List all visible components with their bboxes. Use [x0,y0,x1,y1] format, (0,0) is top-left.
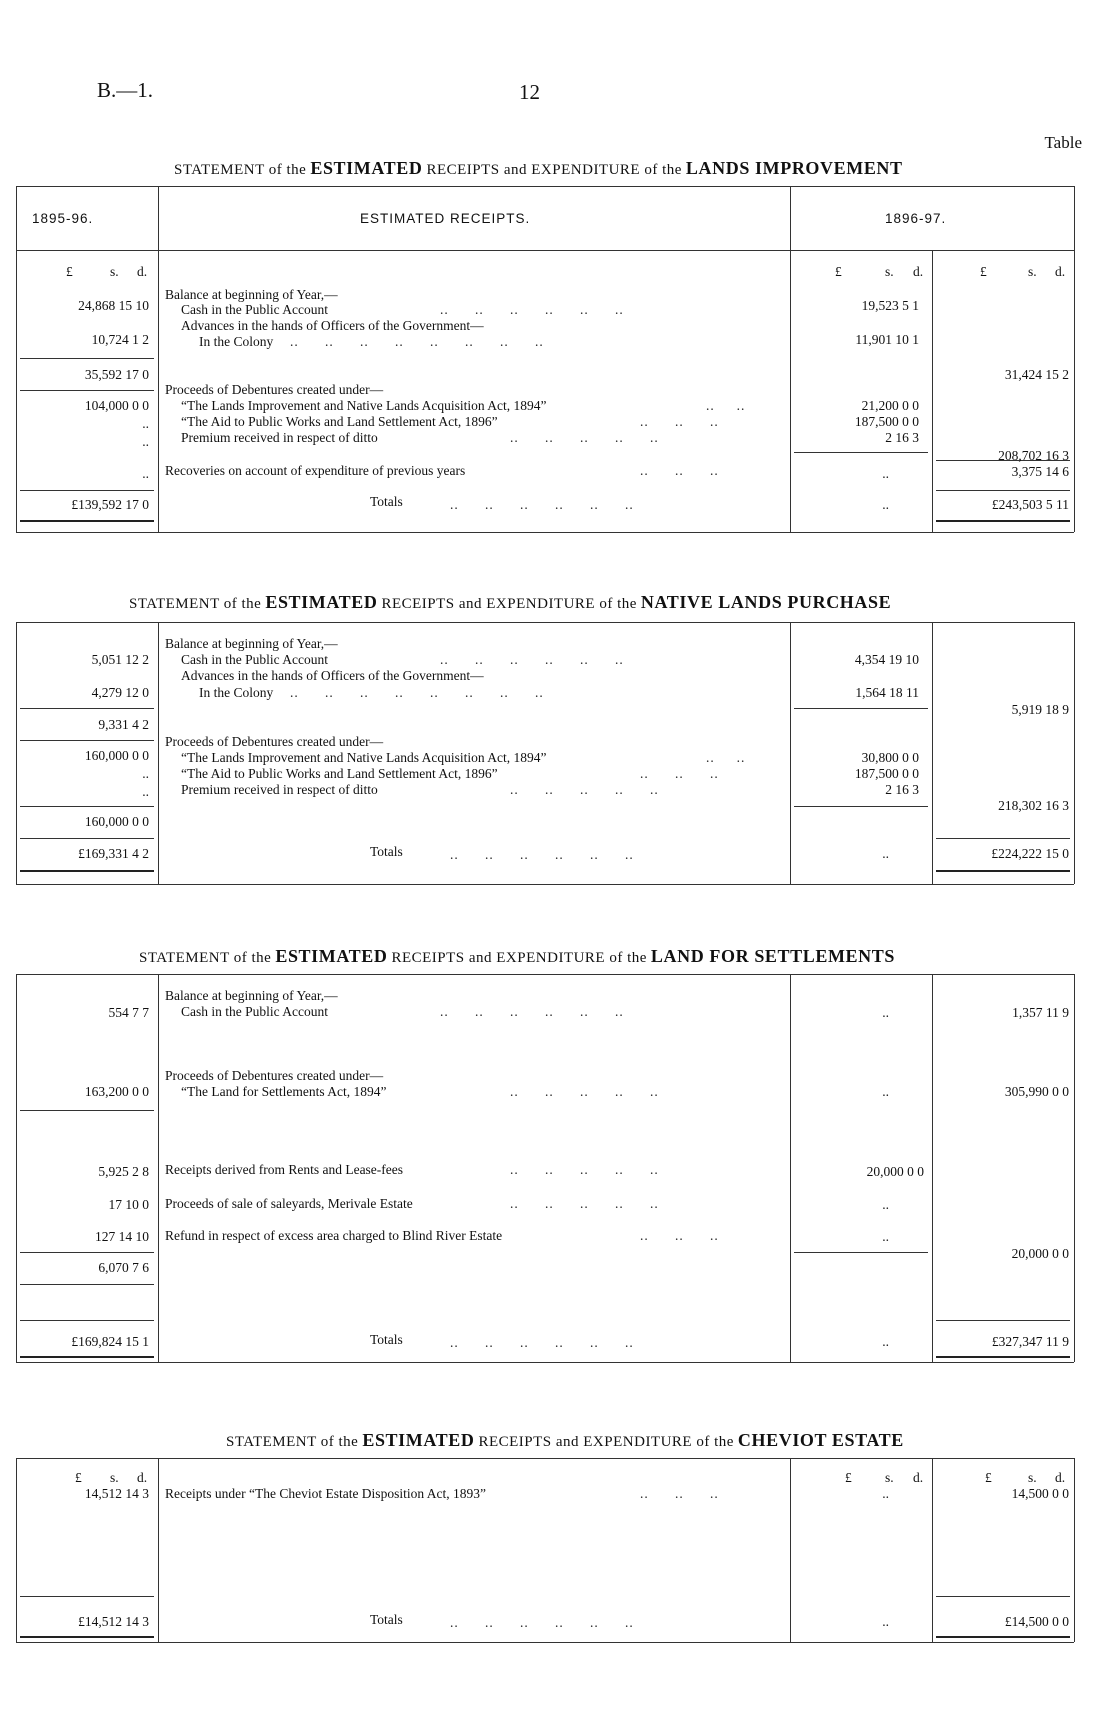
prev-value: .. [142,434,149,449]
prev-value: 127 14 10 [95,1229,149,1244]
leader-dots: .. .. .. .. .. .. [450,1335,634,1350]
col4-value: 1,357 11 9 [1012,1005,1069,1020]
shilling-header: s. [885,1470,894,1485]
pence-header: d. [913,1470,924,1485]
prev-value: 160,000 0 0 [84,814,149,829]
row-label: Proceeds of Debentures created under— [165,734,384,749]
leader-dots: .. .. .. .. .. .. [440,302,624,317]
leader-dots: .. .. [706,398,746,413]
row-label: “The Aid to Public Works and Land Settlement Act, 1896” [181,414,498,429]
row-label: “The Land for Settlements Act, 1894” [181,1084,387,1099]
pound-header: £ [66,264,73,279]
prev-total: £169,824 15 1 [71,1334,149,1349]
col3-value: .. [882,846,889,861]
prev-value: 104,000 0 0 [84,398,149,413]
title-subject: LAND FOR SETTLEMENTS [650,946,895,966]
table-caption: Table [1044,133,1082,152]
pence-header: d. [1055,264,1066,279]
col4-value: 3,375 14 6 [1011,464,1069,479]
col4-value: 208,702 16 3 [998,448,1069,463]
prev-value: 9,331 4 2 [98,717,149,732]
leader-dots: .. .. .. .. .. .. [450,497,634,512]
prev-total: £14,512 14 3 [78,1614,149,1629]
shilling-header: s. [110,264,119,279]
col4-value: 218,302 16 3 [998,798,1069,813]
row-label: Balance at beginning of Year,— [165,287,338,302]
row-label: “The Lands Improvement and Native Lands Acquisition Act, 1894” [181,750,547,765]
leader-dots: .. .. .. .. .. .. [440,1004,624,1019]
header-1895-96: 1895-96. [32,211,94,226]
col4-value: 305,990 0 0 [1004,1084,1069,1099]
leader-dots: .. .. .. .. .. .. [450,1615,634,1630]
leader-dots: .. .. .. .. .. .. .. .. [290,334,544,349]
col4-total: £14,500 0 0 [1004,1614,1069,1629]
prev-value: 14,512 14 3 [84,1486,149,1501]
title-estimated: ESTIMATED [362,1430,475,1450]
row-label: Cash in the Public Account [181,1004,328,1019]
col3-value: 187,500 0 0 [854,414,919,429]
leader-dots: .. .. .. [640,414,719,429]
prev-value: 24,868 15 10 [78,298,149,313]
totals-label: Totals [370,1612,403,1627]
pence-header: d. [913,264,924,279]
page-number: 12 [519,80,540,104]
row-label: Receipts under “The Cheviot Estate Disposition Act, 1893” [165,1486,486,1501]
prev-value: 4,279 12 0 [91,685,149,700]
pound-header: £ [980,264,987,279]
col3-value: .. [882,1229,889,1244]
row-label: Proceeds of Debentures created under— [165,382,384,397]
col4-total: £327,347 11 9 [991,1334,1069,1349]
row-label: Balance at beginning of Year,— [165,988,338,1003]
leader-dots: .. .. [706,750,746,765]
row-label: “The Lands Improvement and Native Lands Acquisition Act, 1894” [181,398,547,413]
prev-value: 163,200 0 0 [84,1084,149,1099]
col3-value: .. [882,1334,889,1349]
shilling-header: s. [885,264,894,279]
title-subject: LANDS IMPROVEMENT [685,158,903,178]
title-prefix: STATEMENT of the [139,950,272,966]
col3-value: 1,564 18 11 [855,685,919,700]
row-label: In the Colony [199,685,274,700]
row-label: Proceeds of Debentures created under— [165,1068,384,1083]
col3-value: 21,200 0 0 [861,398,919,413]
leader-dots: .. .. .. .. .. .. [450,847,634,862]
totals-label: Totals [370,1332,403,1347]
prev-value: 10,724 1 2 [91,332,149,347]
prev-value: 160,000 0 0 [84,748,149,763]
row-label: Refund in respect of excess area charged to Blind River Estate [165,1228,503,1243]
title-estimated: ESTIMATED [275,946,388,966]
col3-value: .. [882,1005,889,1020]
col3-value: 4,354 19 10 [854,652,919,667]
prev-value: 554 7 7 [108,1005,149,1020]
shilling-header: s. [1028,264,1037,279]
pence-header: d. [137,264,148,279]
col3-value: .. [882,1084,889,1099]
section-title-native-lands-purchase [129,592,891,613]
prev-value: 17 10 0 [108,1197,149,1212]
title-middle: RECEIPTS and EXPENDITURE of the [478,1434,734,1450]
prev-value: 5,925 2 8 [98,1164,149,1179]
title-estimated: ESTIMATED [265,592,378,612]
col3-value: 2 16 3 [885,430,919,445]
title-middle: RECEIPTS and EXPENDITURE of the [426,162,682,178]
leader-dots: .. .. .. .. .. [510,1162,659,1177]
row-label: Proceeds of sale of saleyards, Merivale Estate [165,1196,413,1211]
leader-dots: .. .. .. [640,766,719,781]
pence-header: d. [137,1470,148,1485]
section-title-land-for-settlements [139,946,895,967]
col4-value: 31,424 15 2 [1004,367,1069,382]
totals-label: Totals [370,494,403,509]
prev-value: 6,070 7 6 [98,1260,149,1275]
pound-header: £ [835,264,842,279]
pound-header: £ [75,1470,82,1485]
prev-value: 5,051 12 2 [91,652,149,667]
col3-value: .. [882,1486,889,1501]
row-label: In the Colony [199,334,274,349]
prev-value: .. [142,466,149,481]
row-label: Cash in the Public Account [181,302,328,317]
row-label: Receipts derived from Rents and Lease-fees [165,1162,404,1177]
title-middle: RECEIPTS and EXPENDITURE of the [391,950,647,966]
leader-dots: .. .. .. [640,1486,719,1501]
leader-dots: .. .. .. .. .. [510,1084,659,1099]
leader-dots: .. .. .. .. .. .. [440,652,624,667]
prev-total: £139,592 17 0 [71,497,149,512]
section-title-lands-improvement [174,158,903,179]
prev-value: .. [142,784,149,799]
shilling-header: s. [1028,1470,1037,1485]
col3-value: 2 16 3 [885,782,919,797]
row-label: Balance at beginning of Year,— [165,636,338,651]
pound-header: £ [985,1470,992,1485]
leader-dots: .. .. .. [640,463,719,478]
prev-total: £169,331 4 2 [78,846,149,861]
col3-value: 187,500 0 0 [854,766,919,781]
title-subject: CHEVIOT ESTATE [737,1430,904,1450]
col4-total: £224,222 15 0 [991,846,1069,861]
leader-dots: .. .. .. .. .. [510,430,659,445]
shilling-header: s. [110,1470,119,1485]
row-label: “The Aid to Public Works and Land Settlement Act, 1896” [181,766,498,781]
page-reference: B.—1. [97,78,154,102]
prev-value: .. [142,766,149,781]
col4-value: 5,919 18 9 [1011,702,1069,717]
col4-value: 20,000 0 0 [1011,1246,1069,1261]
col3-value: 30,800 0 0 [861,750,919,765]
leader-dots: .. .. .. .. .. [510,1196,659,1211]
row-label: Recoveries on account of expenditure of previous years [165,463,466,478]
leader-dots: .. .. .. .. .. [510,782,659,797]
row-label: Advances in the hands of Officers of the Government— [181,318,484,333]
col3-value: .. [882,466,889,481]
row-label: Cash in the Public Account [181,652,328,667]
pound-header: £ [845,1470,852,1485]
title-prefix: STATEMENT of the [129,596,262,612]
section-title-cheviot-estate [226,1430,904,1451]
col3-value: .. [882,1614,889,1629]
col4-total: £243,503 5 11 [991,497,1069,512]
header-1896-97: 1896-97. [885,211,947,226]
title-estimated: ESTIMATED [310,158,423,178]
prev-value: 35,592 17 0 [84,367,149,382]
prev-value: .. [142,416,149,431]
title-prefix: STATEMENT of the [174,162,307,178]
pence-header: d. [1055,1470,1066,1485]
col4-value: 14,500 0 0 [1011,1486,1069,1501]
header-estimated-receipts: ESTIMATED RECEIPTS. [360,211,531,226]
title-middle: RECEIPTS and EXPENDITURE of the [381,596,637,612]
row-label: Premium received in respect of ditto [181,430,378,445]
leader-dots: .. .. .. [640,1228,719,1243]
col3-value: .. [882,1197,889,1212]
title-prefix: STATEMENT of the [226,1434,359,1450]
col3-value: 20,000 0 0 [866,1164,924,1179]
leader-dots: .. .. .. .. .. .. .. .. [290,685,544,700]
title-subject: NATIVE LANDS PURCHASE [640,592,892,612]
totals-label: Totals [370,844,403,859]
col3-value: 11,901 10 1 [855,332,919,347]
col3-value: 19,523 5 1 [861,298,919,313]
col3-value: .. [882,497,889,512]
row-label: Advances in the hands of Officers of the Government— [181,668,484,683]
row-label: Premium received in respect of ditto [181,782,378,797]
